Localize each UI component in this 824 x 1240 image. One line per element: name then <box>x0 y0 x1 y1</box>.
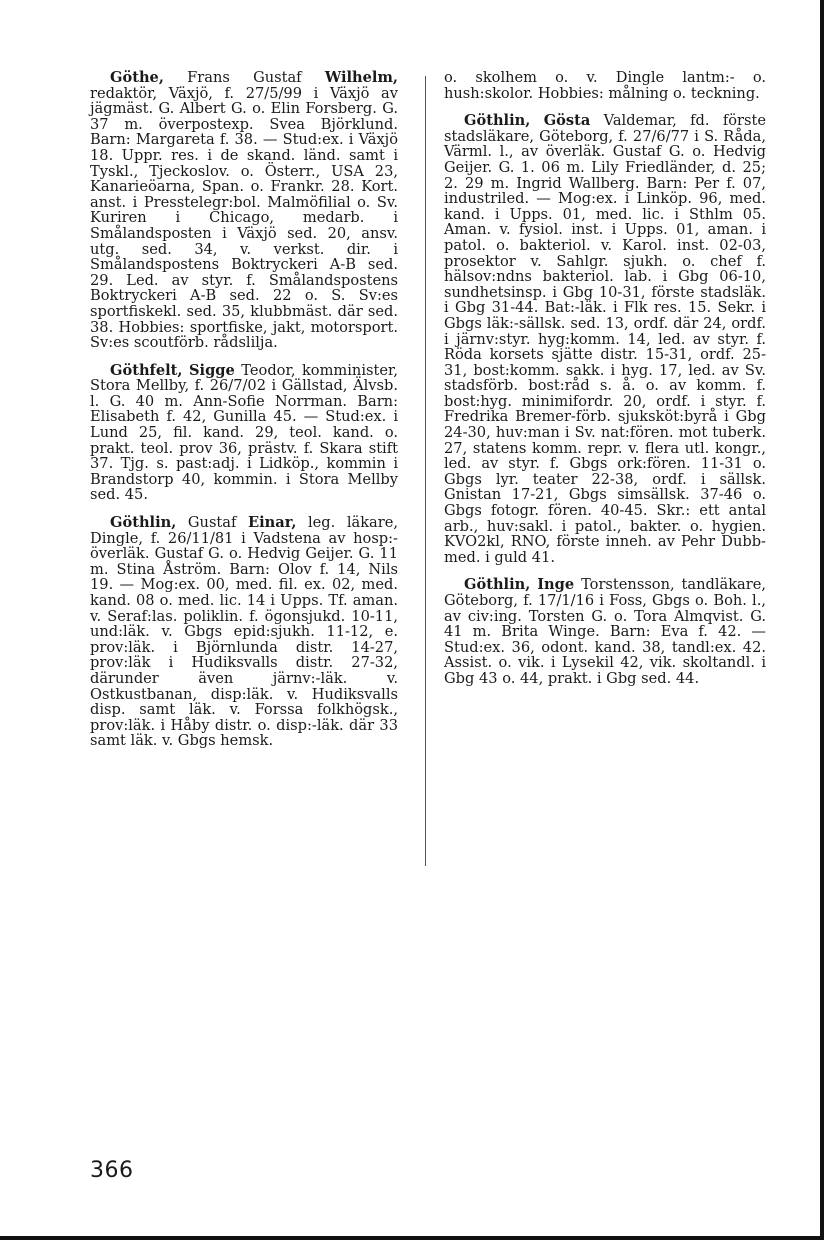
entry-prename: Frans Gustaf <box>163 69 325 86</box>
entry-gothfelt-sigge <box>90 363 398 503</box>
entry-gothe-wilhelm <box>90 70 398 351</box>
entry-surname: Göthfelt, <box>110 361 183 379</box>
entry-gothlin-gosta <box>444 113 766 565</box>
entry-prename: Gustaf <box>176 514 248 532</box>
entry-surname: Göthlin, <box>464 112 531 130</box>
entry-surname: Göthlin, <box>110 514 177 532</box>
entry-given-name: Gösta <box>543 112 591 130</box>
entry-given-name: Einar, <box>247 514 297 532</box>
entry-body: Teodor, komminister, Stora Mellby, f. 26/7/02 i Gällstad, Älvsb. l. G. 40 m. Ann-Sofie Norrman. Barn: Elisabeth f. 42, Gunilla 45. — Stud:ex. i Lund 25, fil. kand. 29, teol. kand. o. prakt. teol. prov 36, prästv. f. Skara stift 37. Tjg. s. past:adj. i Lidköp., kommin i Brandstorp 40, kommin. i Stora Mellby sed. 45. <box>90 361 399 504</box>
left-column <box>90 70 398 761</box>
entry-body: Torstensson, tandläkare, Göteborg, f. 17/1/16 i Foss, Gbgs o. Boh. l., av civ:ing. Torsten G. o. Tora Almqvist. G. 41 m. Brita Winge. Barn: Eva f. 42. — Stud:ex. 36, odont. kand. 38, tandl:ex. 42. Assist. o. vik. i Lysekil 42, vik. skoltandl. i Gbg 43 o. 44, prakt. i Gbg sed. 44. <box>444 576 766 687</box>
entry-prename <box>530 112 543 129</box>
page-number: 366 <box>90 1158 134 1183</box>
entry-body: redaktör, Växjö, f. 27/5/99 i Växjö av jägmäst. G. Albert G. o. Elin Forsberg. G. 37 m. överpostexp. Svea Björklund. Barn: Margareta f. 38. — Stud:ex. i Växjö 18. Uppr. res. i de skand. länd. samt i Tyskl., Tjeckoslov. o. Österr., USA 23, Kanarieöarna, Span. o. Frankr. 28. Kort. anst. i Presstelegr:bol. Malmöfilial o. Sv. Kuriren i Chicago, medarb. i Smålandsposten i Växjö sed. 20, ansv. utg. sed. 34, v. verkst. dir. i Smålandspostens Boktryckeri A-B sed. 29. Led. av styr. f. Smålandspostens Boktryckeri A-B sed. 22 o. S. Sv:es sportfiskekl. sed. 35, klubbmäst. där sed. 38. Hobbies: sportfiske, jakt, motorsport. Sv:es scoutförb. rådslilja. <box>90 84 398 352</box>
entry-gothlin-inge <box>444 577 766 686</box>
entry-surname: Göthe, <box>110 69 164 86</box>
entry-gothlin-einar <box>90 515 398 749</box>
entry-continuation: o. skolhem o. v. Dingle lantm:- o. hush:skolor. Hobbies: målning o. teckning. <box>444 69 766 102</box>
entry-given-name: Inge <box>537 576 575 594</box>
entry-given-name: Sigge <box>189 361 235 379</box>
column-divider <box>425 76 426 866</box>
entry-given-name: Wilhelm, <box>324 69 398 86</box>
entry-body: Valdemar, fd. förste stadsläkare, Göteborg, f. 27/6/77 i S. Råda, Värml. l., av överläk. Gustaf G. o. Hedvig Geijer. G. 1. 06 m. Lily Friedländer, d. 25; 2. 29 m. Ingrid Wallberg. Barn: Per f. 07, industriled. — Mog:ex. i Linköp. 96, med. kand. i Upps. 01, med. lic. i Sthlm 05. Aman. v. fysiol. inst. i Upps. 01, aman. i patol. o. bakteriol. v. Karol. inst. 02-03, prosektor v. Sahlgr. sjukh. o. chef f. hälsov:ndns bakteriol. lab. i Gbg 06-10, sundhetsinsp. i Gbg 10-31, förste stadsläk. i Gbg 31-44. Bat:-läk. i Flk res. 15. Sekr. i Gbgs läk:-sällsk. sed. 13, ordf. där 24, ordf. i järnv:styr. hyg:komm. 14, led. av styr. f. Röda korsets sjätte distr. 15-31, ordf. 25-31, bost:komm. sakk. i hyg. 17, led. av Sv. stadsförb. bost:råd s. å. o. av komm. f. bost:hyg. minimifordr. 20, ordf. i styr. f. Fredrika Bremer-förb. sjuksköt:byrå i Gbg 24-30, huv:man i Sv. nat:fören. mot tuberk. 27, statens komm. repr. v. flera utl. kongr., led. av styr. f. Gbgs ork:fören. 11-31 o. Gbgs lyr. teater 22-38, ordf. i sällsk. Gnistan 17-21, Gbgs simsällsk. 37-46 o. Gbgs fotogr. fören. 40-45. Skr.: ett antal arb., huv:sakl. i patol., bakter. o. hygien. KVO2kl, RNO, förste inneh. av Pehr Dubb-med. i guld 41. <box>444 112 766 566</box>
page-edge-right <box>820 0 824 1240</box>
entry-body: leg. läkare, Dingle, f. 26/11/81 i Vadstena av hosp:-överläk. Gustaf G. o. Hedvig Geijer. G. 11 m. Stina Åström. Barn: Olov f. 14, Nils 19. — Mog:ex. 00, med. fil. ex. 02, med. kand. 08 o. med. lic. 14 i Upps. Tf. aman. v. Seraf:las. poliklin. f. ögonsjukd. 10-11, und:läk. v. Gbgs epid:sjukh. 11-12, e. prov:läk. i Björnlunda distr. 14-27, prov:läk i Hudiksvalls distr. 27-32, därunder även järnv:-läk. v. Ostkustbanan, disp:läk. v. Hudiksvalls disp. samt läk. v. Forssa folkhögsk., prov:läk. i Håby distr. o. disp:-läk. där 33 samt läk. v. Gbgs hemsk. <box>90 514 398 750</box>
page-edge-bottom <box>0 1236 824 1240</box>
entry-surname: Göthlin, <box>464 576 531 594</box>
right-column <box>444 70 766 699</box>
